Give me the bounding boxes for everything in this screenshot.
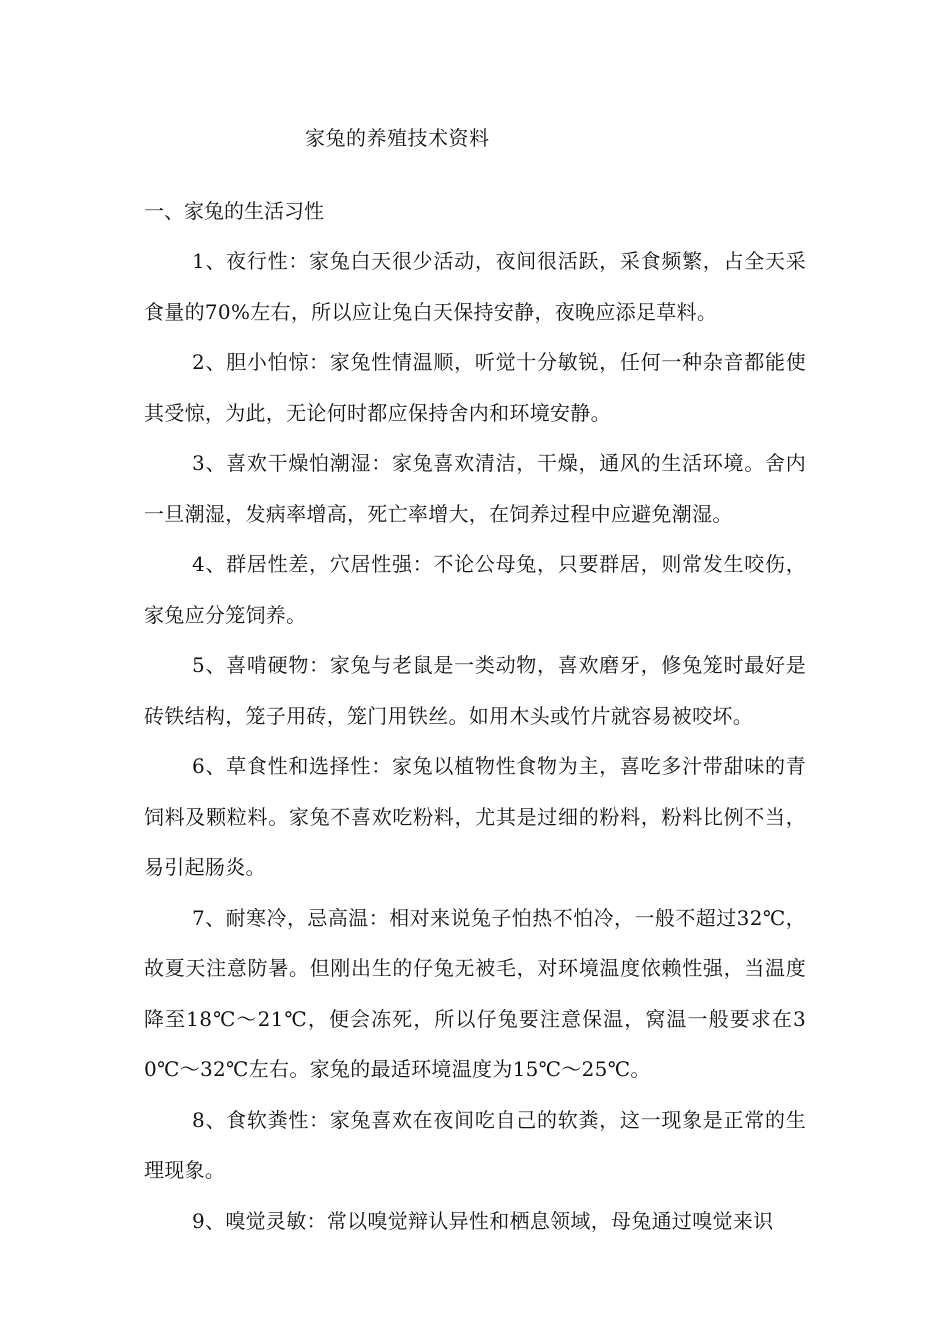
paragraph-smell: 9、嗅觉灵敏：常以嗅觉辩认异性和栖息领域，母兔通过嗅觉来识 [192,1208,774,1233]
paragraph-nocturnal: 1、夜行性：家兔白天很少活动，夜间很活跃，采食频繁，占全天采食量的70%左右，所以应让兔白天保持安静，夜晚应添足草料。 [144,249,806,324]
paragraph-temperature: 7、耐寒冷，忌高温：相对来说兔子怕热不怕冷，一般不超过32℃，故夏天注意防暑。但刚出生的仔兔无被毛，对环境温度依赖性强，当温度降至18℃～21℃，便会冻死，所以仔兔要注意保温，窝温一般要求在30℃～32℃左右。家兔的最适环境温度为15℃～25℃。 [144,905,806,1081]
document-title: 家兔的养殖技术资料 [305,126,490,150]
section-heading: 一、家兔的生活习性 [144,199,324,223]
paragraph-gnawing: 5、喜啃硬物：家兔与老鼠是一类动物，喜欢磨牙，修兔笼时最好是砖铁结构，笼子用砖，笼门用铁丝。如用木头或竹片就容易被咬坏。 [144,653,806,728]
paragraph-timid: 2、胆小怕惊：家兔性情温顺，听觉十分敏锐，任何一种杂音都能使其受惊，为此，无论何时都应保持舍内和环境安静。 [144,350,806,425]
paragraph-herbivore: 6、草食性和选择性：家兔以植物性食物为主，喜吃多汁带甜味的青饲料及颗粒料。家兔不喜欢吃粉料，尤其是过细的粉料，粉料比例不当，易引起肠炎。 [144,754,806,879]
paragraph-solitary: 4、群居性差，穴居性强：不论公母兔，只要群居，则常发生咬伤，家兔应分笼饲养。 [144,552,806,627]
paragraph-coprophagy: 8、食软粪性：家兔喜欢在夜间吃自己的软粪，这一现象是正常的生理现象。 [144,1107,806,1182]
paragraph-dryness: 3、喜欢干燥怕潮湿：家兔喜欢清洁，干燥，通风的生活环境。舍内一旦潮湿，发病率增高，死亡率增大，在饲养过程中应避免潮湿。 [144,451,806,526]
body-text [144,236,806,1246]
